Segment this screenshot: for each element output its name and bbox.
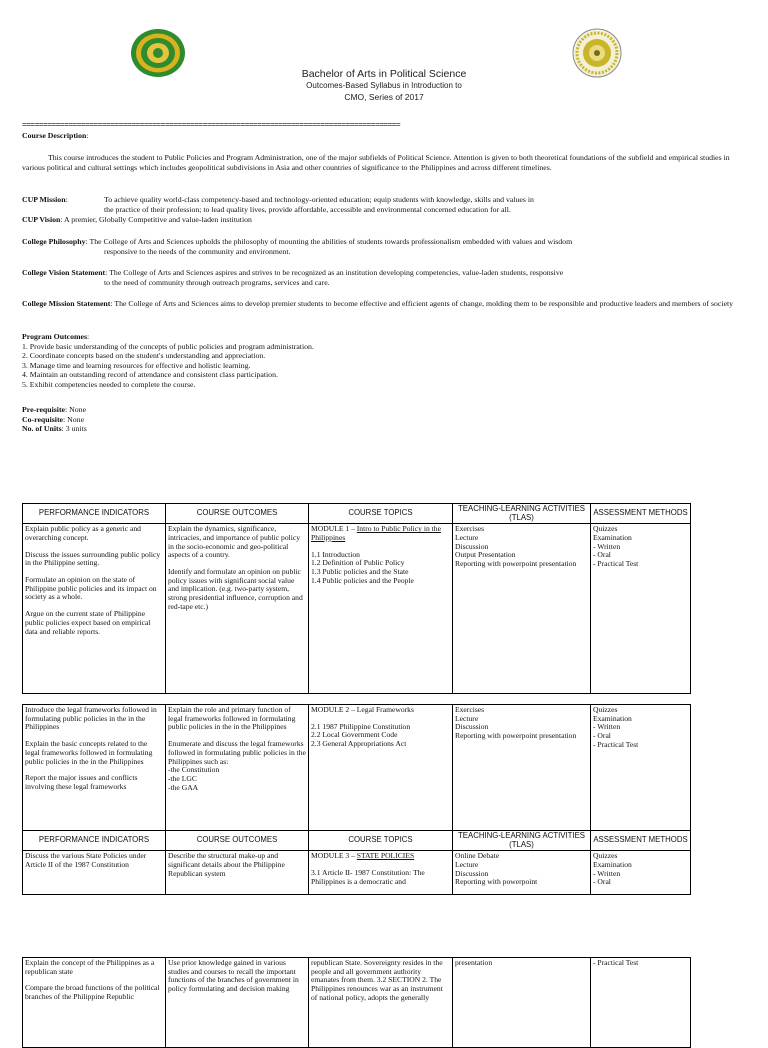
college-mission: College Mission Statement: The College of Arts and Sciences aims to develop premier students to become effective and efficient agents of change, molding them to be responsible and productive leaders and members of society [22,299,734,308]
header-course-outcomes: COURSE OUTCOMES [166,831,309,851]
tla-cell: presentation [453,958,591,1048]
tla-cell: Exercises Lecture Discussion Output Presentation Reporting with powerpoint presentation [453,524,591,694]
college-philosophy: College Philosophy: The College of Arts and Sciences upholds the philosophy of mounting the abilities of students towards professionalism embedded with values and wisdom [22,237,573,246]
pi-cell: Introduce the legal frameworks followed in formulating public policies in the in the Philippines Explain the basic concepts related to the legal frameworks followed in formulating public policies in the in the Philippines Report the major issues and conflicts involving these legal frameworks [23,705,166,831]
ct-cell: MODULE 2 – Legal Frameworks 2.1 1987 Philippine Constitution 2.2 Local Government Code 2.3 General Appropriations Act [309,705,453,831]
syllabus-table-module-2-3 [22,704,691,895]
syllabus-table-continuation [22,957,691,1048]
table-row [23,524,691,694]
header-course-topics: COURSE TOPICS [309,504,453,524]
table-header-row [23,504,691,524]
cmo-series: CMO, Series of 2017 [344,92,424,102]
program-title: Bachelor of Arts in Political Science [301,68,467,80]
outcome-item: 5. Exhibit competencies needed to complete the course. [22,379,196,389]
syllabus-table-module-1 [22,503,691,694]
ct-cell: MODULE 1 – Intro to Public Policy in the Philippines 1.1 Introduction 1.2 Definition of Public Policy 1.3 Public policies and the State 1.4 Public policies and the People [309,524,453,694]
pi-cell: Discuss the various State Policies under Article II of the 1987 Constitution [23,851,166,895]
am-cell: Quizzes Examination - Written - Oral - Practical Test [591,705,691,831]
co-cell: Explain the role and primary function of legal frameworks followed in formulating public policies in the in the Philippines Enumerate and discuss the legal frameworks followed in formulating public policies in the Philippines such as: -the Constitution -the LGC -the GAA [166,705,309,831]
college-vision: College Vision Statement: The College of Arts and Sciences aspires and strives to be recognized as an institution developing competencies, value-laden students, responsive [22,268,564,277]
pi-cell: Explain the concept of the Philippines as a republican state Compare the broad functions of the political branches of the Philippine Republic [23,958,166,1048]
am-cell: - Practical Test [591,958,691,1048]
header-performance-indicators: PERFORMANCE INDICATORS [23,504,166,524]
cup-mission-label: CUP Mission: [22,195,68,204]
am-cell: Quizzes Examination - Written - Oral - Practical Test [591,524,691,694]
header-tlas: TEACHING-LEARNING ACTIVITIES (TLAS) [453,504,591,524]
course-description-heading: Course Description: [22,131,89,140]
course-requisites [22,405,87,434]
header-tlas: TEACHING-LEARNING ACTIVITIES (TLAS) [453,831,591,851]
college-philosophy-line2: responsive to the needs of the community and environment. [104,247,291,256]
table-row [23,851,691,895]
table-row [23,958,691,1048]
header-assessment-methods: ASSESSMENT METHODS [591,831,691,851]
syllabus-subtitle: Outcomes-Based Syllabus in Introduction to [306,81,462,90]
co-cell: Explain the dynamics, significance, intricacies, and importance of public policy in the socio-economic and geo-political aspects of a country. Identify and formulate an opinion on public policy issues with significant social value and implication. (e.g. two-party system, strong presidential influence, corruption and red-tape etc.) [166,524,309,694]
outcome-item: 1. Provide basic understanding of the concepts of public policies and program administration. [22,341,314,351]
tla-cell: Online Debate Lecture Discussion Reporting with powerpoint [453,851,591,895]
table-header-row [23,831,691,851]
divider-rule: ========================================================================================== [22,121,401,130]
ct-cell: republican State. Sovereignty resides in the people and all government authority emanates from them. 3.2 SECTION 2. The Philippines renounces war as an instrument of national policy, adopts the generally [309,958,453,1048]
outcome-item: 4. Maintain an outstanding record of attendance and consistent class participation. [22,370,278,380]
cup-mission-line2: the practice of their profession; to lead quality lives, provide affordable, accessible and environmental concerned education for all. [104,205,511,214]
header-course-outcomes: COURSE OUTCOMES [166,504,309,524]
pi-cell: Explain public policy as a generic and overarching concept. Discuss the issues surrounding public policy in the Philippine setting. Formulate an opinion on the state of Philippine public policies and its impact on society as a whole. Argue on the current state of Philippine public policies expect based on empirical data and reliable reports. [23,524,166,694]
co-cell: Describe the structural make-up and significant details about the Philippine Republican system [166,851,309,895]
header-assessment-methods: ASSESSMENT METHODS [591,504,691,524]
header-performance-indicators: PERFORMANCE INDICATORS [23,831,166,851]
cup-vision: CUP Vision: A premier, Globally Competitive and value-laden institution [22,215,252,224]
co-cell: Use prior knowledge gained in various studies and courses to recall the important functions of the branches of government in policy formulating and decision making [166,958,309,1048]
header-course-topics: COURSE TOPICS [309,831,453,851]
ct-cell: MODULE 3 – STATE POLICIES 3.1 Article II- 1987 Constitution: The Philippines is a democratic and [309,851,453,895]
corequisite: Co-requisite: None [22,414,85,424]
program-outcomes: Program Outcomes: 1. Provide basic understanding of the concepts of public policies and program administration. 2. Coordinate concepts based on the student's understanding and appreciation. 3. Manage time and learning resources for effective and holistic learning. 4. Maintain an outstanding record of attendance and consistent class participation. 5. Exhibit competencies needed to complete the course. [22,332,622,390]
outcome-item: 2. Coordinate concepts based on the student's understanding and appreciation. [22,351,266,361]
tla-cell: Exercises Lecture Discussion Reporting with powerpoint presentation [453,705,591,831]
cup-mission-line1: To achieve quality world-class competency-based and technology-oriented education; equip students with knowledge, skills and values in [104,195,534,204]
units: No. of Units: 3 units [22,424,87,434]
course-description-text: This course introduces the student to Public Policies and Program Administration, one of the major subfields of Political Science. Attention is given to both theoretical foundations of the subfield and empirical studies in various political and cultural settings which includes geopolitical subdivisions in Asia and other countries of significance to the Philippines and across different timelines. [22,153,730,172]
outcome-item: 3. Manage time and learning resources for effective and holistic learning. [22,360,251,370]
college-vision-line2: to the need of community through outreach programs, services and care. [104,278,330,287]
table-row [23,705,691,831]
prerequisite: Pre-requisite: None [22,405,87,414]
am-cell: Quizzes Examination - Written - Oral [591,851,691,895]
